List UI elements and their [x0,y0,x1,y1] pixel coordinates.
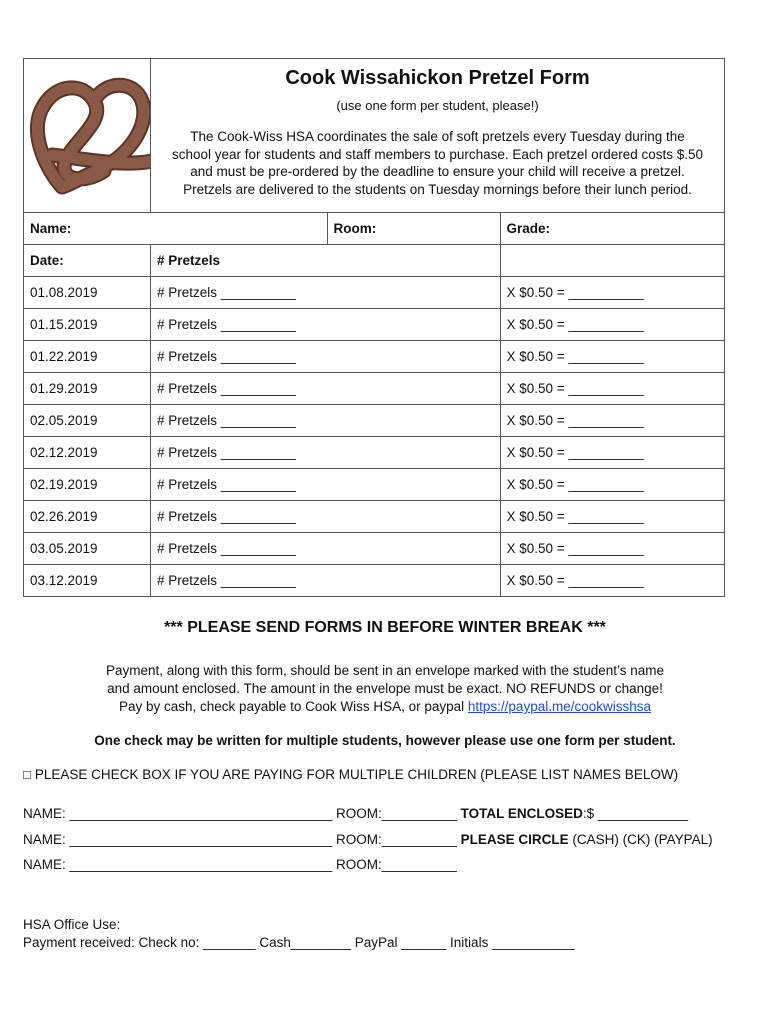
office-use-section [23,916,575,952]
date-header: Date: [24,245,151,277]
cost-cell[interactable]: X $0.50 = __________ [500,309,724,341]
date-cell: 03.12.2019 [24,565,151,597]
total-enclosed-label: TOTAL ENCLOSED [460,806,583,821]
cost-cell[interactable]: X $0.50 = __________ [500,437,724,469]
intro-line: The Cook-Wiss HSA coordinates the sale of soft pretzels every Tuesday during the [190,129,685,144]
cost-cell[interactable]: X $0.50 = __________ [500,469,724,501]
payment-method-options[interactable]: (CASH) (CK) (PAYPAL) [568,832,713,847]
payment-line: and amount enclosed. The amount in the envelope must be exact. NO REFUNDS or change! [107,681,663,696]
name-room-fields[interactable]: NAME: ___________________________________ ROOM:__________ [23,832,461,847]
payment-line: Pay by cash, check payable to Cook Wiss HSA, or paypal [118,699,468,714]
multiple-children-checkbox[interactable]: □ PLEASE CHECK BOX IF YOU ARE PAYING FOR MULTIPLE CHILDREN (PLEASE LIST NAMES BELOW) [23,767,679,782]
table-row [24,565,725,597]
pretzel-count-cell[interactable]: # Pretzels __________ [151,501,501,533]
name-room-fields[interactable]: NAME: ___________________________________ ROOM:__________ [23,806,461,821]
intro-line: school year for students and staff members to purchase. Each pretzel ordered costs $.50 [171,146,704,162]
pretzel-count-cell[interactable]: # Pretzels __________ [151,277,501,309]
pretzel-count-cell[interactable]: # Pretzels __________ [151,437,501,469]
office-use-title: HSA Office Use: [23,917,121,932]
date-cell: 01.15.2019 [24,309,151,341]
cost-cell[interactable]: X $0.50 = __________ [500,501,724,533]
room-field[interactable]: Room: [327,213,500,245]
pretzel-icon [24,59,150,209]
cost-cell[interactable]: X $0.50 = __________ [500,405,724,437]
pretzel-count-cell[interactable]: # Pretzels __________ [151,565,501,597]
form-subtitle: (use one form per student, please!) [336,98,539,113]
cost-cell[interactable]: X $0.50 = __________ [500,533,724,565]
table-row [24,533,725,565]
date-cell: 02.19.2019 [24,469,151,501]
header-cell [151,59,725,213]
one-check-note: One check may be written for multiple students, however please use one form per student. [94,733,676,748]
student-name-line[interactable] [23,832,713,847]
student-name-line[interactable] [23,806,688,821]
pretzel-count-cell[interactable]: # Pretzels __________ [151,533,501,565]
pretzel-count-cell[interactable]: # Pretzels __________ [151,309,501,341]
intro-line: Pretzels are delivered to the students on Tuesday mornings before their lunch period. [183,181,692,197]
logo-cell [24,59,151,213]
pretzel-count-cell[interactable]: # Pretzels __________ [151,341,501,373]
cost-cell[interactable]: X $0.50 = __________ [500,341,724,373]
table-row [24,469,725,501]
paypal-link[interactable]: https://paypal.me/cookwisshsa [467,699,651,714]
deadline-banner: *** PLEASE SEND FORMS IN BEFORE WINTER BREAK *** [164,619,606,636]
form-title: Cook Wissahickon Pretzel Form [285,67,590,89]
date-cell: 02.26.2019 [24,501,151,533]
pretzels-header: # Pretzels [151,245,501,277]
total-enclosed-field[interactable]: :$ ____________ [582,806,688,821]
please-circle-label: PLEASE CIRCLE [460,832,569,847]
grade-field[interactable]: Grade: [500,213,724,245]
intro-line: and must be pre-ordered by the deadline to ensure your child will receive a pretzel. [190,164,685,179]
table-row [24,501,725,533]
table-row [24,373,725,405]
table-row [24,309,725,341]
empty-header-cell [500,245,724,277]
payment-line: Payment, along with this form, should be sent in an envelope marked with the student’s name [105,663,665,678]
payment-instructions [0,662,770,716]
date-cell: 01.08.2019 [24,277,151,309]
date-cell: 02.12.2019 [24,437,151,469]
table-row [24,437,725,469]
student-name-line[interactable]: NAME: ___________________________________ ROOM:__________ [23,857,457,872]
pretzel-count-cell[interactable]: # Pretzels __________ [151,405,501,437]
cost-cell[interactable]: X $0.50 = __________ [500,565,724,597]
cost-cell[interactable]: X $0.50 = __________ [500,373,724,405]
pretzel-count-cell[interactable]: # Pretzels __________ [151,373,501,405]
date-cell: 02.05.2019 [24,405,151,437]
table-row [24,341,725,373]
date-cell: 01.29.2019 [24,373,151,405]
date-cell: 01.22.2019 [24,341,151,373]
table-row [24,405,725,437]
date-cell: 03.05.2019 [24,533,151,565]
name-field[interactable]: Name: [24,213,328,245]
intro-text [161,128,714,198]
table-row [24,277,725,309]
pretzel-order-table [23,58,725,597]
payment-received-line[interactable]: Payment received: Check no: _______ Cash________ PayPal ______ Initials ___________ [23,935,575,950]
pretzel-count-cell[interactable]: # Pretzels __________ [151,469,501,501]
cost-cell[interactable]: X $0.50 = __________ [500,277,724,309]
